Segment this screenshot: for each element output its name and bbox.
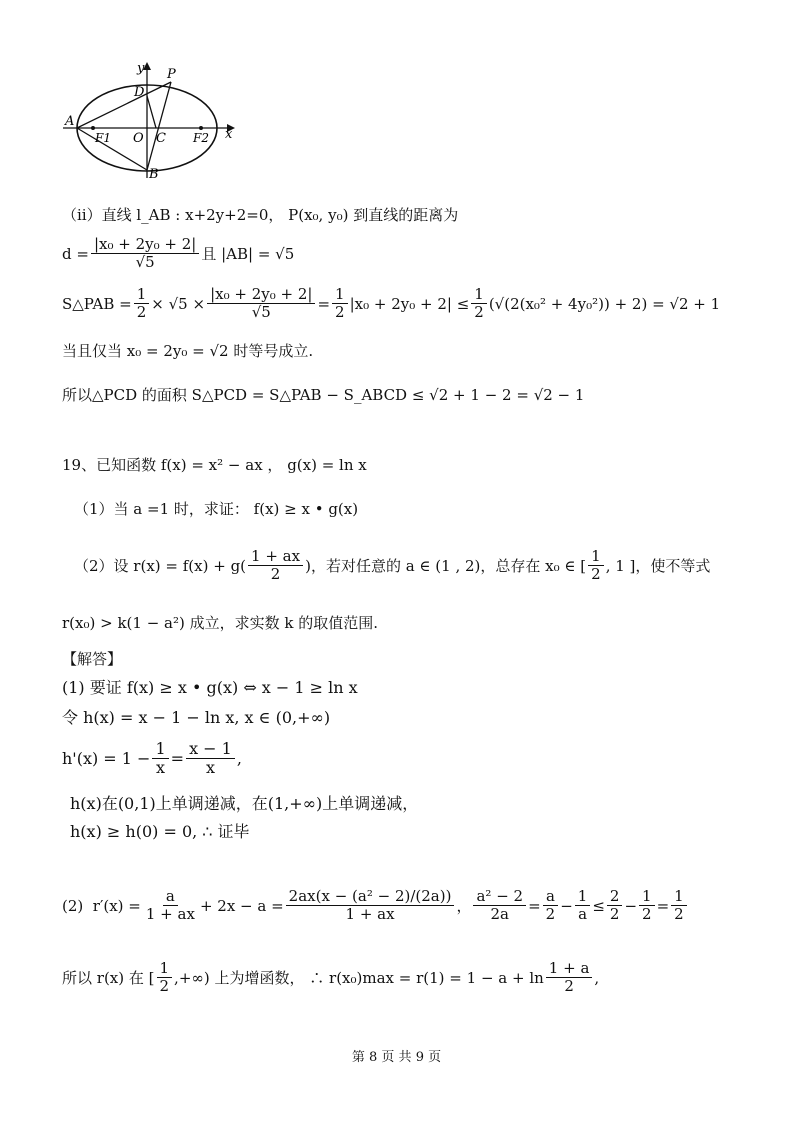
area-pcd-text: 所以△PCD 的面积 S△PCD = S△PAB − S_ABCD ≤ √2 + 1 − 2 = √2 − 1 xyxy=(62,386,585,404)
s6-frac5 xyxy=(575,888,591,924)
label-P: P xyxy=(167,67,176,82)
s7-f2-den: 2 xyxy=(564,977,574,996)
s6-f5-den: a xyxy=(578,905,588,924)
label-B: B xyxy=(149,167,159,182)
page-footer: 第 8 页 共 9 页 xyxy=(351,1050,442,1065)
q19-p2-frac-num: 1 + ax xyxy=(248,548,303,566)
solution-s5-text: h(x) ≥ h(0) = 0, ∴ 证毕 xyxy=(70,822,250,841)
ab-length: 且 |AB| = √5 xyxy=(201,244,295,263)
half-1-den: 2 xyxy=(136,303,147,322)
focus-F2 xyxy=(199,126,203,130)
s6-g: − xyxy=(624,896,638,915)
q19-p2-interval xyxy=(588,548,604,584)
half-2-num: 1 xyxy=(332,286,348,304)
q19-p2-b: )，若对任意的 a ∈ (1 , 2)，总存在 x₀ ∈ [ xyxy=(305,556,587,575)
label-y: y xyxy=(137,61,145,76)
s6-f6-num: 2 xyxy=(607,888,623,906)
s7-frac1 xyxy=(157,960,173,996)
s7-f1-num: 1 xyxy=(157,960,173,978)
segment-DC xyxy=(147,96,156,128)
s-mid1: × √5 × xyxy=(151,294,206,313)
s7-c: , xyxy=(594,968,600,987)
half-1 xyxy=(134,286,150,322)
s3-f2-num: x − 1 xyxy=(186,740,235,759)
focus-F1 xyxy=(91,126,95,130)
area-pcd xyxy=(62,386,584,404)
s6-d: = xyxy=(528,896,541,915)
s6-f1-num: a xyxy=(163,888,178,906)
label-F2: F2 xyxy=(193,131,209,145)
s3-frac2 xyxy=(186,740,235,778)
s3-f2-den: x xyxy=(205,758,215,778)
d-numerator: |x₀ + 2y₀ + 2| xyxy=(91,236,199,254)
s3-frac1 xyxy=(152,740,168,778)
label-F1: F1 xyxy=(95,131,111,145)
s-mid3: |x₀ + 2y₀ + 2| ≤ xyxy=(349,294,470,313)
s7-f1-den: 2 xyxy=(159,977,170,996)
s3-c: , xyxy=(236,749,242,769)
solution-s4 xyxy=(70,794,418,813)
s6-b: + 2x − a = xyxy=(199,896,284,915)
half-1-num: 1 xyxy=(134,286,150,304)
q19-p2-frac xyxy=(248,548,303,584)
s6-h: = xyxy=(656,896,670,915)
s6-frac6 xyxy=(607,888,623,924)
s-tail: (√(2(x₀² + 4y₀²)) + 2) = √2 + 1 xyxy=(488,294,721,313)
label-C: C xyxy=(156,131,166,146)
half-2-den: 2 xyxy=(335,303,345,322)
s6-f3-num: a² − 2 xyxy=(473,888,526,906)
s-frac-den: √5 xyxy=(251,303,271,322)
s3-f1-num: 1 xyxy=(152,740,168,759)
s6-frac1 xyxy=(143,888,198,924)
d-fraction xyxy=(91,236,199,272)
s-mid2: = xyxy=(317,294,331,313)
q19-part2-cont-text: r(x₀) > k(1 − a²) 成立，求实数 k 的取值范围. xyxy=(62,614,379,632)
solution-s3 xyxy=(62,740,242,778)
s-lhs: S△PAB = xyxy=(62,294,132,313)
s6-a: (2) r′(x) = xyxy=(62,896,141,915)
s6-f2-den: 1 + ax xyxy=(345,905,395,924)
ellipse-figure xyxy=(55,58,255,188)
equality-text: 当且仅当 x₀ = 2y₀ = √2 时等号成立. xyxy=(62,342,314,360)
segment-BP xyxy=(147,82,171,170)
s3-a: h'(x) = 1 − xyxy=(62,749,151,769)
s6-c: ， xyxy=(456,896,472,915)
s6-e: − xyxy=(560,896,573,915)
solution-s4-text: h(x)在(0,1)上单调递减，在(1,+∞)上单调递减， xyxy=(70,794,419,813)
s6-f4-num: a xyxy=(543,888,558,906)
area-pab-formula xyxy=(62,286,720,322)
s-fraction xyxy=(207,286,315,322)
d-lhs: d = xyxy=(62,244,89,263)
s6-f7-den: 2 xyxy=(642,905,652,924)
solution-s2 xyxy=(62,708,330,727)
solution-s1 xyxy=(62,678,358,697)
label-O: O xyxy=(133,131,144,146)
s6-f5-num: 1 xyxy=(575,888,591,906)
label-D: D xyxy=(134,85,145,100)
q19-p2-c: , 1 ]，使不等式 xyxy=(605,556,711,575)
s7-frac2 xyxy=(546,960,593,996)
solution-header xyxy=(62,650,122,668)
label-A: A xyxy=(65,114,75,129)
s6-f3-den: 2a xyxy=(490,905,510,924)
s7-a: 所以 r(x) 在 [ xyxy=(62,968,155,987)
solution-s6 xyxy=(62,888,689,924)
s3-f1-den: x xyxy=(156,758,166,778)
s6-frac3 xyxy=(473,888,526,924)
half-2 xyxy=(332,286,348,322)
distance-formula xyxy=(62,236,294,272)
s7-b: ,+∞) 上为增函数， ∴ r(x₀)max = r(1) = 1 − a + ln xyxy=(174,968,544,987)
s6-f6-den: 2 xyxy=(609,905,620,924)
q19-part2 xyxy=(74,548,710,584)
s6-frac7 xyxy=(639,888,655,924)
s3-b: = xyxy=(170,749,185,769)
s6-f4-den: 2 xyxy=(545,905,556,924)
q19-stem xyxy=(62,456,367,474)
segment-AP xyxy=(77,82,171,128)
s-frac-num: |x₀ + 2y₀ + 2| xyxy=(207,286,315,304)
solution-s1-text: (1) 要证 f(x) ≥ x • g(x) ⇔ x − 1 ≥ ln x xyxy=(62,678,358,697)
part-ii-text: （ⅱ）直线 l_AB : x+2y+2=0， P(x₀, y₀) 到直线的距离为 xyxy=(62,206,459,224)
half-3 xyxy=(471,286,487,322)
solution-s7 xyxy=(62,960,599,996)
solution-s5 xyxy=(70,822,250,841)
s6-f: ≤ xyxy=(592,896,605,915)
solution-header-text: 【解答】 xyxy=(62,650,123,668)
q19-p2-frac-den: 2 xyxy=(270,565,281,584)
equality-condition xyxy=(62,342,313,360)
q19-p2-int-den: 2 xyxy=(591,565,601,584)
s6-f2-num: 2ax(x − (a² − 2)/(2a)) xyxy=(286,888,455,906)
solution-s2-text: 令 h(x) = x − 1 − ln x, x ∈ (0,+∞) xyxy=(62,708,331,727)
d-denominator: √5 xyxy=(135,253,155,272)
q19-part1-text: （1）当 a =1 时，求证： f(x) ≥ x • g(x) xyxy=(74,500,359,518)
q19-stem-text: 19、已知函数 f(x) = x² − ax ， g(x) = ln x xyxy=(62,456,367,474)
s6-f7-num: 1 xyxy=(639,888,655,906)
q19-p2-int-num: 1 xyxy=(588,548,604,566)
s6-frac4 xyxy=(543,888,559,924)
label-x: x xyxy=(225,127,233,142)
s6-f8-den: 2 xyxy=(674,905,684,924)
s6-f1-den: 1 + ax xyxy=(145,905,195,924)
half-3-den: 2 xyxy=(474,303,484,322)
part-ii-line1 xyxy=(62,206,458,224)
q19-part1 xyxy=(74,500,358,518)
q19-part2-cont xyxy=(62,614,378,632)
half-3-num: 1 xyxy=(471,286,487,304)
q19-p2-a: （2）设 r(x) = f(x) + g( xyxy=(74,556,247,575)
s7-f2-num: 1 + a xyxy=(546,960,593,978)
s6-frac8 xyxy=(671,888,687,924)
s6-frac2 xyxy=(286,888,455,924)
s6-f8-num: 1 xyxy=(671,888,687,906)
